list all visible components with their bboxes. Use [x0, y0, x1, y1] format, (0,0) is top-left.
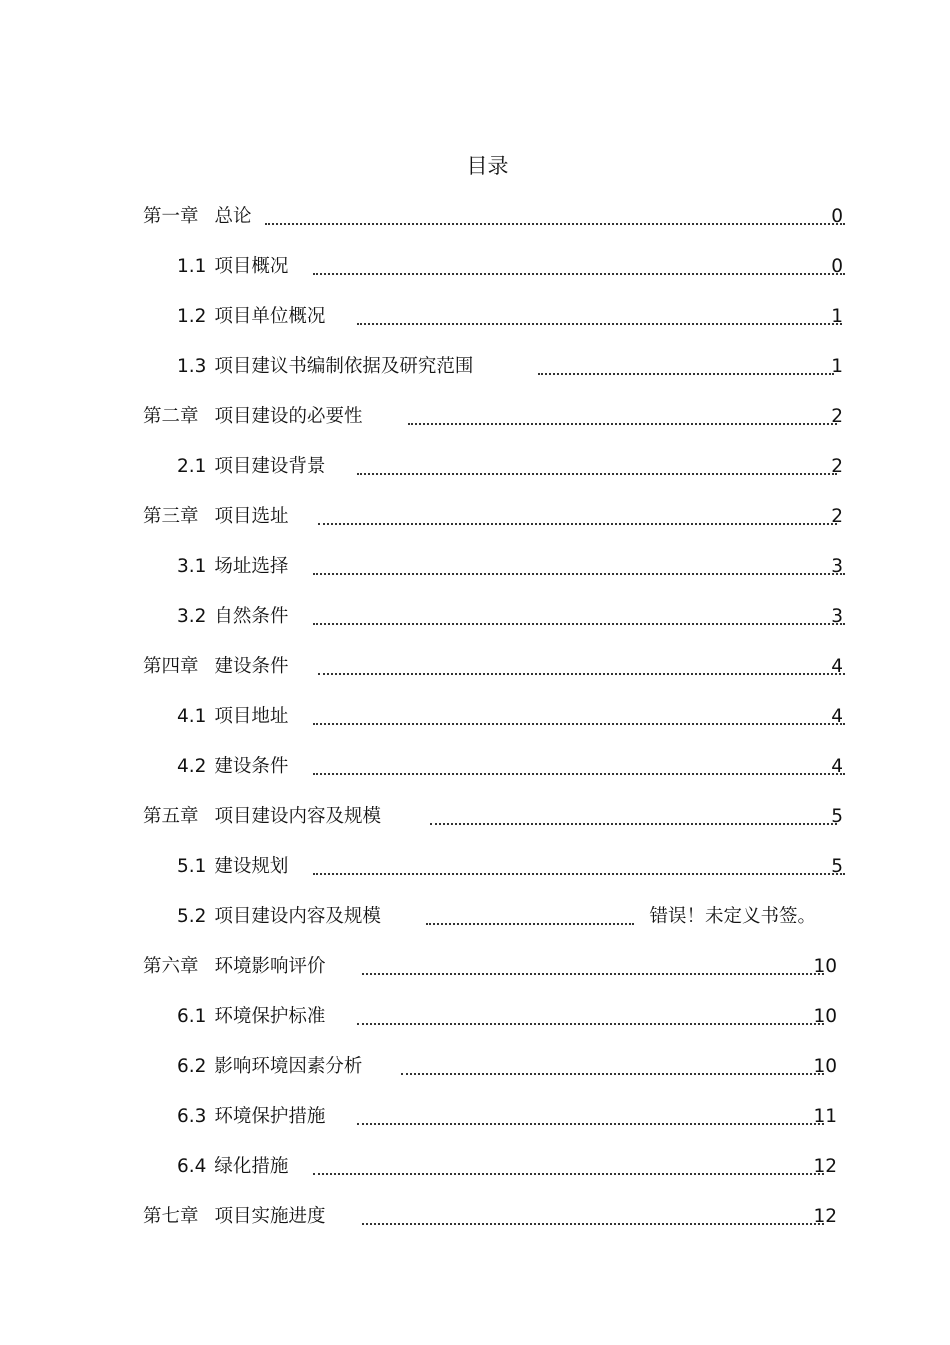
toc-page-error: 错误！未定义书签。	[649, 906, 816, 927]
toc-page-number: 5	[831, 856, 843, 877]
toc-entry-text	[177, 255, 288, 279]
toc-dot-leader	[357, 1123, 824, 1125]
toc-dot-leader	[357, 473, 837, 475]
toc-entry-label: 建设条件	[214, 756, 289, 777]
toc-chapter-number: 第三章	[143, 506, 199, 527]
toc-page-number: 10	[813, 1056, 837, 1077]
toc-entry[interactable]	[0, 999, 950, 1049]
toc-entry-text	[143, 405, 363, 429]
toc-entry-label: 环境保护措施	[214, 1106, 326, 1127]
toc-entry[interactable]	[0, 699, 950, 749]
toc-page-number: 4	[831, 656, 843, 677]
toc-page-number: 1	[831, 306, 843, 327]
toc-entry-text	[177, 855, 288, 879]
toc-entry[interactable]	[0, 949, 950, 999]
toc-page-number: 2	[831, 456, 843, 477]
toc-section-number: 6.4	[177, 1156, 207, 1177]
toc-dot-leader	[265, 223, 845, 225]
toc-entry-label: 项目建设的必要性	[214, 406, 363, 427]
toc-entry-text	[177, 705, 288, 729]
toc-page-number: 1	[831, 356, 843, 377]
toc-dot-leader	[313, 873, 845, 875]
toc-entry[interactable]	[0, 1049, 950, 1099]
toc-page-number: 2	[831, 406, 843, 427]
toc-entry-label: 场址选择	[214, 556, 289, 577]
toc-entry-text	[177, 1105, 325, 1129]
toc-chapter-number: 第七章	[143, 1206, 199, 1227]
toc-entry[interactable]	[0, 749, 950, 799]
toc-page-number: 5	[831, 806, 843, 827]
toc-entry-label: 环境保护标准	[214, 1006, 326, 1027]
toc-entry[interactable]	[0, 199, 950, 249]
toc-page-number: 2	[831, 506, 843, 527]
toc-entry[interactable]	[0, 599, 950, 649]
toc-entry-label: 项目建设内容及规模	[214, 906, 381, 927]
toc-chapter-number: 第二章	[143, 406, 199, 427]
toc-dot-leader	[313, 723, 845, 725]
toc-chapter-number: 第五章	[143, 806, 199, 827]
toc-entry-text	[143, 1205, 326, 1229]
toc-entry[interactable]	[0, 799, 950, 849]
toc-section-number: 6.2	[177, 1056, 207, 1077]
toc-entry-text	[177, 1055, 362, 1079]
toc-entry-label: 项目建设背景	[214, 456, 326, 477]
toc-dot-leader	[430, 823, 837, 825]
toc-title: 目录	[466, 154, 509, 178]
toc-dot-leader	[313, 573, 845, 575]
toc-section-number: 4.2	[177, 756, 207, 777]
toc-entry-text	[177, 1155, 288, 1179]
toc-entry-text	[143, 655, 289, 679]
toc-entry-label: 项目实施进度	[214, 1206, 326, 1227]
toc-dot-leader	[538, 373, 834, 375]
toc-entry-text	[143, 205, 252, 229]
toc-section-number: 2.1	[177, 456, 207, 477]
toc-dot-leader	[362, 973, 824, 975]
toc-section-number: 6.1	[177, 1006, 207, 1027]
toc-page-number: 0	[831, 206, 843, 227]
toc-entry-text	[177, 905, 381, 929]
toc-page-number: 11	[813, 1106, 837, 1127]
toc-entry-text	[143, 505, 289, 529]
toc-entry-label: 项目单位概况	[214, 306, 326, 327]
toc-list	[0, 199, 950, 1249]
toc-section-number: 4.1	[177, 706, 207, 727]
toc-entry-label: 项目概况	[214, 256, 289, 277]
toc-dot-leader	[313, 273, 845, 275]
toc-page-number: 10	[813, 956, 837, 977]
toc-entry-label: 项目建设内容及规模	[214, 806, 382, 827]
toc-page-number: 3	[831, 556, 843, 577]
toc-entry-label: 总论	[214, 206, 252, 227]
toc-section-number: 1.2	[177, 306, 207, 327]
toc-section-number: 3.2	[177, 606, 207, 627]
toc-section-number: 1.3	[177, 356, 207, 377]
toc-dot-leader	[401, 1073, 824, 1075]
toc-entry[interactable]	[0, 249, 950, 299]
toc-entry-text	[177, 305, 325, 329]
toc-dot-leader	[318, 523, 837, 525]
toc-dot-leader	[357, 323, 842, 325]
toc-entry[interactable]	[0, 849, 950, 899]
toc-page-number: 12	[813, 1206, 837, 1227]
toc-dot-leader	[313, 773, 845, 775]
toc-entry[interactable]	[0, 649, 950, 699]
toc-dot-leader	[313, 1173, 824, 1175]
toc-page-number: 3	[831, 606, 843, 627]
toc-page-number: 0	[831, 256, 843, 277]
toc-page-number: 10	[813, 1006, 837, 1027]
toc-dot-leader	[362, 1223, 824, 1225]
toc-dot-leader	[318, 673, 845, 675]
toc-entry[interactable]	[0, 1099, 950, 1149]
toc-entry-text	[177, 455, 325, 479]
toc-section-number: 3.1	[177, 556, 207, 577]
toc-entry-text	[177, 605, 288, 629]
toc-entry[interactable]	[0, 1149, 950, 1199]
toc-entry-text	[177, 1005, 325, 1029]
toc-entry-label: 绿化措施	[214, 1156, 289, 1177]
toc-entry-text	[177, 755, 288, 779]
toc-entry[interactable]	[0, 299, 950, 349]
toc-entry-text	[177, 555, 288, 579]
toc-entry-label: 项目建议书编制依据及研究范围	[214, 356, 474, 377]
toc-entry-text	[177, 355, 473, 379]
toc-entry-text	[143, 955, 326, 979]
toc-chapter-number: 第一章	[143, 206, 199, 227]
toc-entry[interactable]	[0, 1199, 950, 1249]
toc-entry[interactable]	[0, 399, 950, 449]
toc-dot-leader	[313, 623, 845, 625]
toc-page-number: 4	[831, 756, 843, 777]
toc-chapter-number: 第六章	[143, 956, 199, 977]
toc-entry[interactable]	[0, 449, 950, 499]
toc-entry-label: 项目地址	[214, 706, 289, 727]
toc-chapter-number: 第四章	[143, 656, 199, 677]
toc-entry[interactable]	[0, 549, 950, 599]
toc-dot-leader	[426, 923, 634, 925]
toc-page-number: 12	[813, 1156, 837, 1177]
toc-section-number: 6.3	[177, 1106, 207, 1127]
toc-dot-leader	[357, 1023, 824, 1025]
toc-entry-label: 影响环境因素分析	[214, 1056, 363, 1077]
toc-section-number: 1.1	[177, 256, 207, 277]
toc-entry[interactable]	[0, 349, 950, 399]
toc-dot-leader	[408, 423, 837, 425]
toc-entry-label: 建设条件	[214, 656, 289, 677]
toc-entry[interactable]	[0, 499, 950, 549]
toc-entry-label: 自然条件	[214, 606, 289, 627]
toc-section-number: 5.1	[177, 856, 207, 877]
toc-entry[interactable]	[0, 899, 950, 949]
toc-entry-text	[143, 805, 381, 829]
toc-entry-label: 环境影响评价	[214, 956, 326, 977]
toc-entry-label: 项目选址	[214, 506, 289, 527]
toc-section-number: 5.2	[177, 906, 207, 927]
toc-entry-label: 建设规划	[214, 856, 289, 877]
toc-page-number: 4	[831, 706, 843, 727]
